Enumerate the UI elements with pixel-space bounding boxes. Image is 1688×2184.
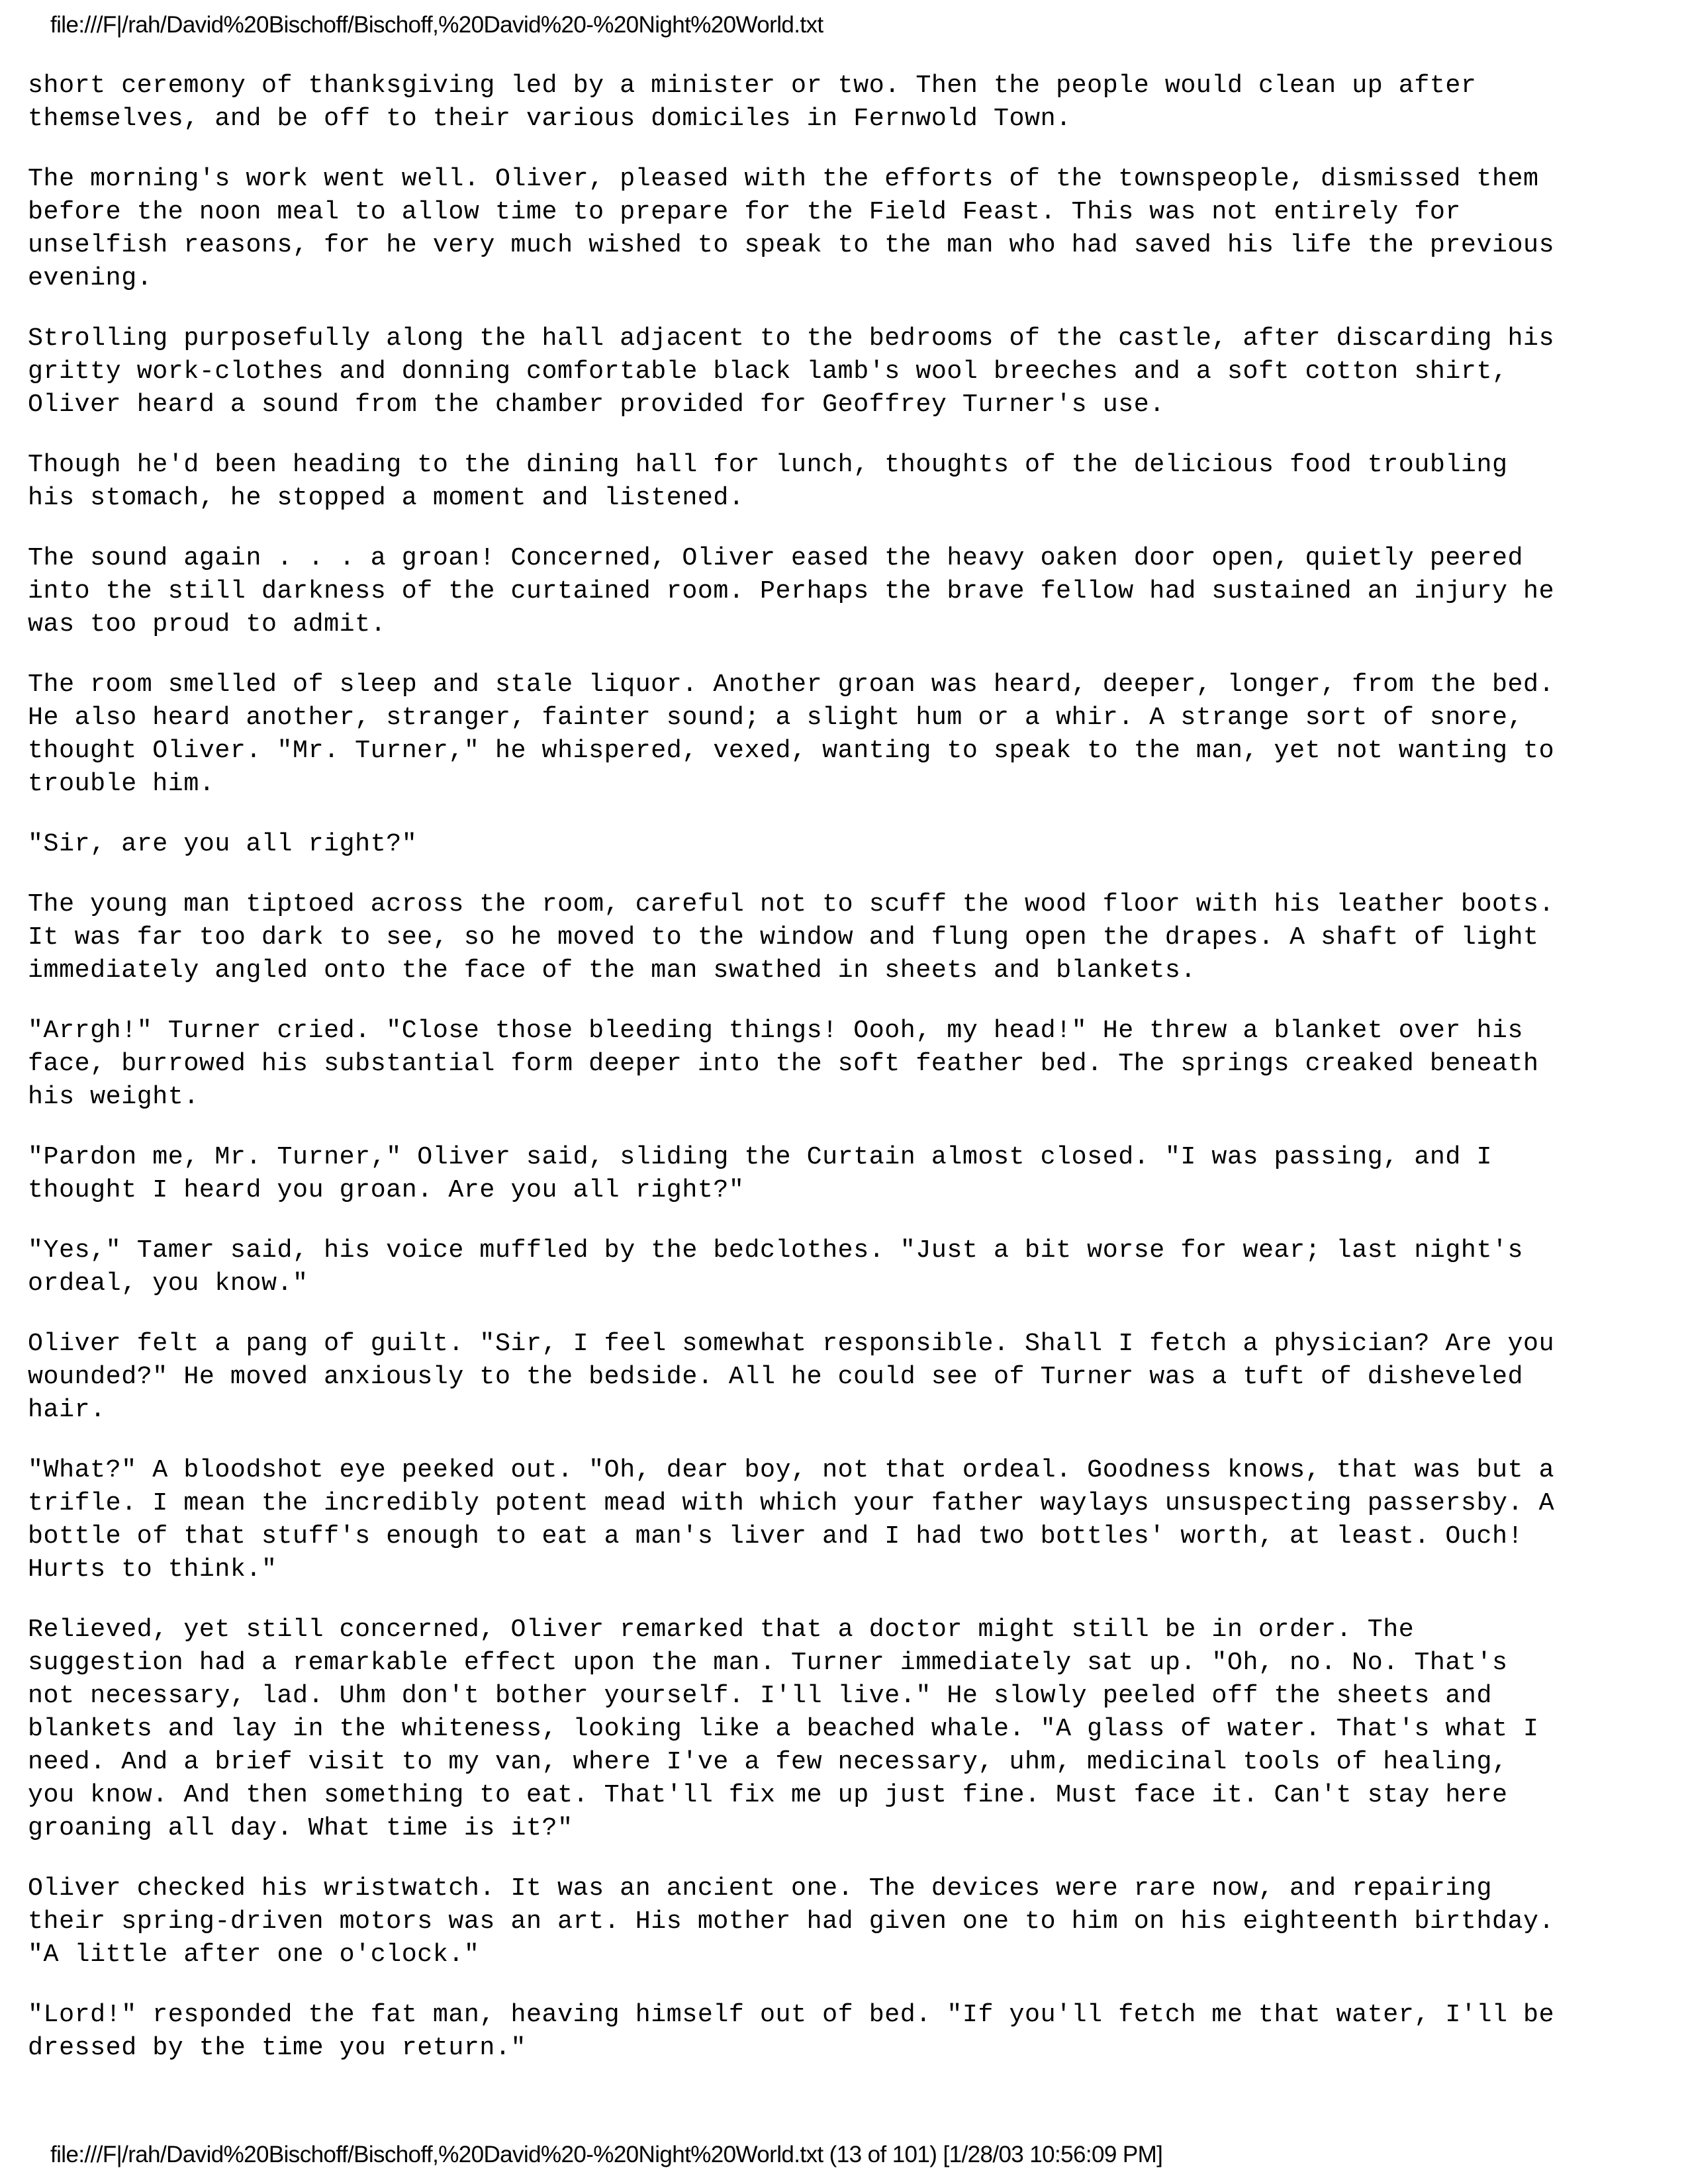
paragraph: "Pardon me, Mr. Turner," Oliver said, sliding the Curtain almost closed. "I was passing, and I thought I heard you groan. Are you all right?" [28, 1142, 1492, 1205]
paragraph: "What?" A bloodshot eye peeked out. "Oh, dear boy, not that ordeal. Goodness knows, that was but a trifle. I mean the incredibly potent mead with which your father waylays unsuspecting passersby. A bottle of that stuff's enough to eat a man's liver and I had two bottles' worth, at least. Ouch! Hurts to think." [28, 1455, 1555, 1584]
paragraph: The sound again . . . a groan! Concerned, Oliver eased the heavy oaken door open, quietly peered into the still darkness of the curtained room. Perhaps the brave fellow had sustained an injury he was too proud to admit. [28, 543, 1555, 639]
document-body [28, 69, 1669, 2091]
paragraph: short ceremony of thanksgiving led by a minister or two. Then the people would clean up after themselves, and be off to their various domiciles in Fernwold Town. [28, 71, 1477, 133]
paragraph: The room smelled of sleep and stale liquor. Another groan was heard, deeper, longer, from the bed. He also heard another, stranger, fainter sound; a slight hum or a whir. A strange sort of snore, thought Oliver. "Mr. Turner," he whispered, vexed, wanting to speak to the man, yet not wanting to trouble him. [28, 670, 1555, 798]
paragraph: "Lord!" responded the fat man, heaving himself out of bed. "If you'll fetch me that water, I'll be dressed by the time you return." [28, 2000, 1555, 2062]
paragraph: "Yes," Tamer said, his voice muffled by the bedclothes. "Just a bit worse for wear; last night's ordeal, you know." [28, 1236, 1524, 1298]
paragraph: The young man tiptoed across the room, careful not to scuff the wood floor with his leather boots. It was far too dark to see, so he moved to the window and flung open the drapes. A shaft of light immediately angled onto the face of the man swathed in sheets and blankets. [28, 889, 1555, 985]
paragraph: The morning's work went well. Oliver, pleased with the efforts of the townspeople, dismissed them before the noon meal to allow time to prepare for the Field Feast. This was not entirely for unselfish reasons, for he very much wished to speak to the man who had saved his life the previous evening. [28, 164, 1555, 293]
paragraph: Relieved, yet still concerned, Oliver remarked that a doctor might still be in order. The suggestion had a remarkable effect upon the man. Turner immediately sat up. "Oh, no. No. That's not necessary, lad. Uhm don't bother yourself. I'll live." He slowly peeled off the sheets and blankets and lay in the whiteness, looking like a beached whale. "A glass of water. That's what I need. And a brief visit to my van, where I've a few necessary, uhm, medicinal tools of healing, you know. And then something to eat. That'll fix me up just fine. Must face it. Can't stay here groaning all day. What time is it?" [28, 1615, 1539, 1843]
paragraph: "Arrgh!" Turner cried. "Close those bleeding things! Oooh, my head!" He threw a blanket over his face, burrowed his substantial form deeper into the soft feather bed. The springs creaked beneath his weight. [28, 1016, 1539, 1111]
file-path-header: file:///F|/rah/David%20Bischoff/Bischoff,%20David%20-%20Night%20World.txt [50, 12, 823, 38]
paragraph: Strolling purposefully along the hall adjacent to the bedrooms of the castle, after discarding his gritty work-clothes and donning comfortable black lamb's wool breeches and a soft cotton shirt, Oliver heard a sound from the chamber provided for Geoffrey Turner's use. [28, 324, 1555, 419]
paragraph: Though he'd been heading to the dining hall for lunch, thoughts of the delicious food troubling his stomach, he stopped a moment and listened. [28, 450, 1508, 512]
page-footer: file:///F|/rah/David%20Bischoff/Bischoff,%20David%20-%20Night%20World.txt (13 of 101) [1/28/03 10:56:09 PM] [50, 2142, 1163, 2167]
paragraph: Oliver felt a pang of guilt. "Sir, I feel somewhat responsible. Shall I fetch a physician? Are you wounded?" He moved anxiously to the bedside. All he could see of Turner was a tuft of disheveled hair. [28, 1329, 1555, 1424]
paragraph: "Sir, are you all right?" [28, 829, 418, 858]
paragraph: Oliver checked his wristwatch. It was an ancient one. The devices were rare now, and repairing their spring-driven motors was an art. His mother had given one to him on his eighteenth birthday. "A little after one o'clock." [28, 1874, 1555, 1969]
